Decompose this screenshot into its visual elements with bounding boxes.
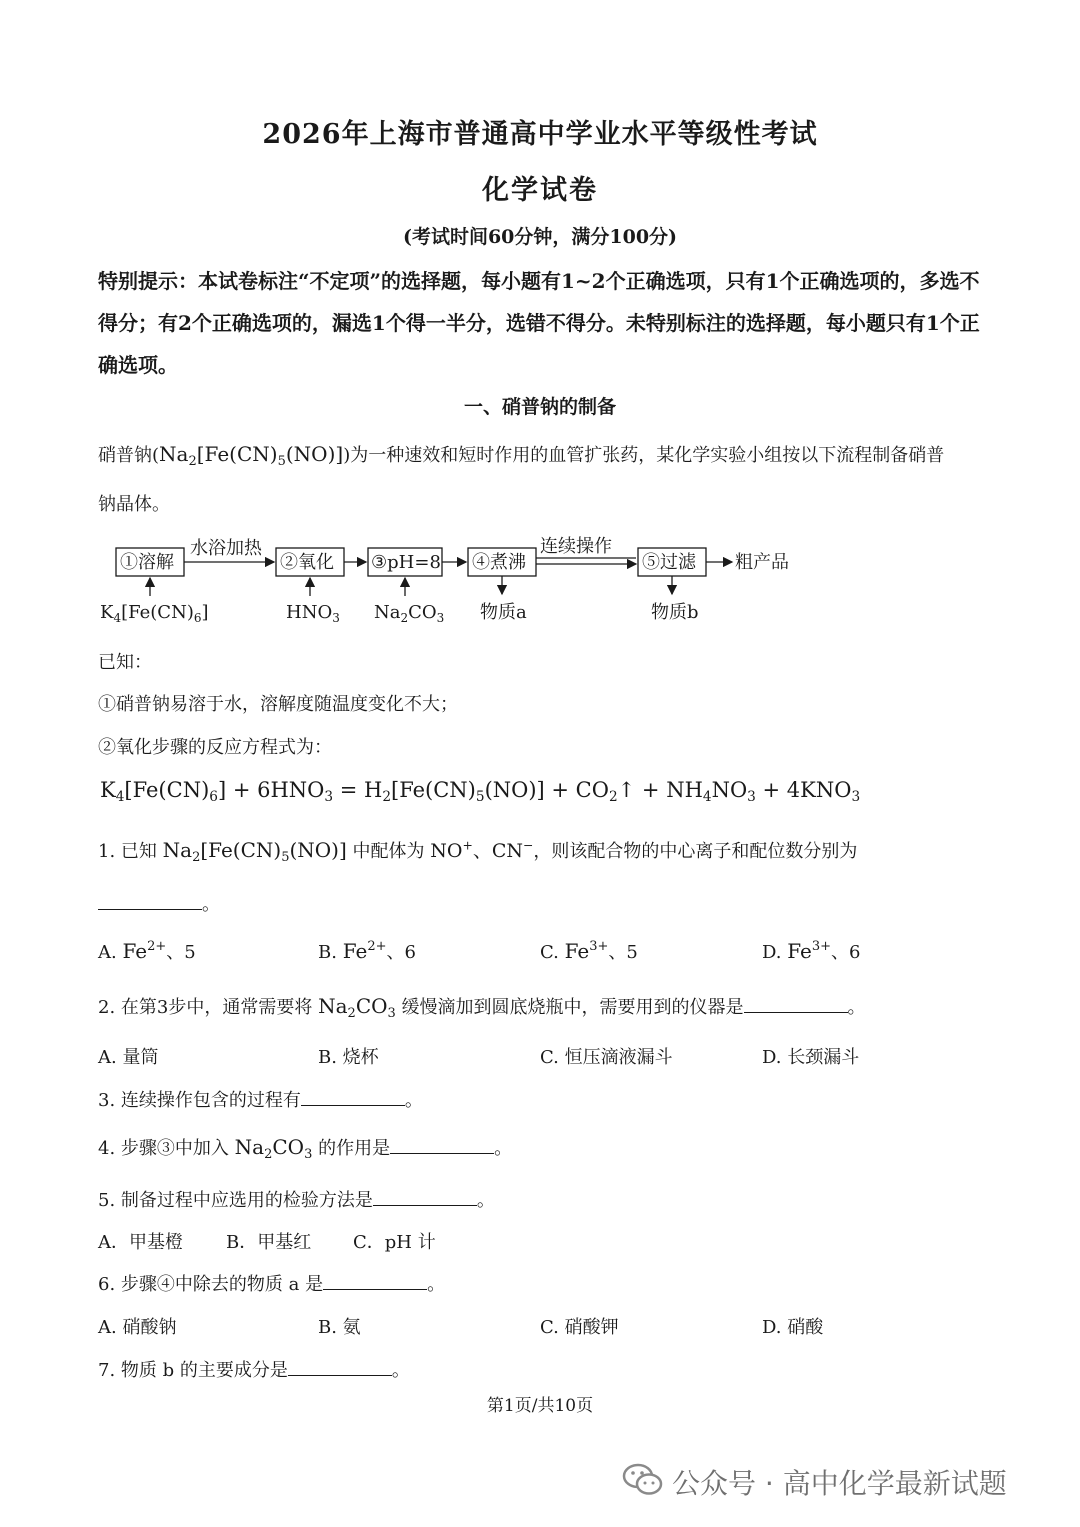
arrow-label-water-bath: 水浴加热 <box>190 538 262 559</box>
q6-blank[interactable] <box>323 1273 427 1290</box>
q7-end: 。 <box>391 1360 410 1381</box>
box-label-1: ①溶解 <box>120 552 174 573</box>
q2-option-c[interactable]: C. 恒压滴液漏斗 <box>540 1047 673 1068</box>
q5-text: 5. 制备过程中应选用的检验方法是 <box>98 1190 373 1211</box>
output-substance-b: 物质b <box>651 602 699 623</box>
q1-option-c-label: C. <box>540 942 559 963</box>
q1-text-b: 中配体为 <box>352 841 425 862</box>
box-label-2: ②氧化 <box>280 552 334 573</box>
q3-end: 。 <box>404 1090 423 1111</box>
q1-ligands: NO+、CN− <box>430 838 534 862</box>
page-number: 第1页/共10页 <box>486 1396 594 1416</box>
box-label-4: ④煮沸 <box>472 552 526 573</box>
q4-text-b: 的作用是 <box>318 1138 391 1159</box>
special-notice: 特别提示：本试卷标注“不定项”的选择题，每小题有1~2个正确选项，只有1个正确选项的，多选不得分；有2个正确选项的，漏选1个得一半分，选错不得分。未特别标注的选择题，每小题只有1个正确选项。 <box>98 269 980 377</box>
q2-blank[interactable] <box>744 996 848 1013</box>
question-4 <box>98 1134 512 1162</box>
q6-text: 6. 步骤④中除去的物质 a 是 <box>98 1274 324 1295</box>
q1-formula: $Na_2[Fe(CN)_5(NO)]$ <box>162 838 347 865</box>
q5-option-a[interactable]: A．甲基橙 <box>98 1232 183 1253</box>
q1-text-c: ，则该配合物的中心离子和配位数分别为 <box>533 841 858 862</box>
q3-blank[interactable] <box>301 1089 405 1106</box>
question-1 <box>98 836 857 865</box>
q2-option-d[interactable]: D. 长颈漏斗 <box>762 1047 860 1068</box>
watermark-text: 公众号 · 高中化学最新试题 <box>672 1467 1007 1500</box>
input-k4fecn6: $K_4[Fe(CN)_6]$ <box>100 602 209 625</box>
q6-option-a[interactable]: A. 硝酸钠 <box>98 1317 177 1338</box>
input-na2co3: $Na_2CO_3$ <box>374 602 445 625</box>
q6-option-c[interactable]: C. 硝酸钾 <box>540 1317 619 1338</box>
known-item-2: ②氧化步骤的反应方程式为： <box>98 737 332 758</box>
formula-sodium-nitroprusside: $Na_2[Fe(CN)_5(NO)]$ <box>159 442 344 469</box>
wechat-icon <box>622 1462 664 1502</box>
q1-option-b[interactable]: B. $Fe^{2+}$、6 <box>318 939 416 963</box>
known-heading: 已知： <box>98 652 152 673</box>
section-title: 一、硝普钠的制备 <box>463 396 616 418</box>
q4-blank[interactable] <box>390 1137 494 1154</box>
intro-text-b: )为一种速效和短时作用的血管扩张药，某化学实验小组按以下流程制备硝普 <box>343 445 945 466</box>
q7-text: 7. 物质 b 的主要成分是 <box>98 1360 288 1381</box>
question-3 <box>98 1086 423 1112</box>
intro-line-1 <box>98 441 944 469</box>
q6-option-d[interactable]: D. 硝酸 <box>762 1317 824 1338</box>
arrow-label-continuous: 连续操作 <box>540 536 612 557</box>
q1-option-b-value: $Fe^{2+}$ <box>342 939 387 963</box>
q1-option-c[interactable]: C. $Fe^{3+}$、5 <box>540 939 638 963</box>
output-substance-a: 物质a <box>480 602 527 623</box>
q5-end: 。 <box>476 1190 495 1211</box>
question-5 <box>98 1186 495 1212</box>
q2-text-b: 缓慢滴加到圆底烧瓶中，需要用到的仪器是 <box>401 997 744 1018</box>
q4-text-a: 4. 步骤③中加入 <box>98 1138 229 1159</box>
q7-blank[interactable] <box>288 1359 392 1376</box>
question-7 <box>98 1356 410 1382</box>
exam-subtitle: 化学试卷 <box>482 175 598 206</box>
q1-end: 。 <box>202 894 220 915</box>
q5-option-c[interactable]: C．pH 计 <box>353 1232 436 1253</box>
intro-text-a: 硝普钠( <box>98 445 160 466</box>
q4-end: 。 <box>494 1138 513 1159</box>
q1-blank[interactable] <box>98 893 202 910</box>
q1-option-d-value: $Fe^{3+}$ <box>787 939 832 963</box>
q1-option-d-label: D. <box>762 942 782 963</box>
q6-end: 。 <box>427 1274 446 1295</box>
reaction-equation: $K_4[Fe(CN)_6] + 6HNO_3 = H_2[Fe(CN)_5(NO)]$ + $CO_2↑ + NH_4NO_3 + 4KNO_3$ <box>100 778 861 806</box>
input-hno3: $HNO_3$ <box>286 602 340 625</box>
known-item-1: ①硝普钠易溶于水，溶解度随温度变化不大； <box>98 694 458 715</box>
q1-option-d[interactable]: D. $Fe^{3+}$、6 <box>762 939 861 963</box>
box-label-5: ⑤过滤 <box>642 552 696 573</box>
flowchart-svg <box>98 530 818 630</box>
intro-line-2: 钠晶体。 <box>98 494 170 515</box>
process-flowchart <box>98 530 818 634</box>
q2-end: 。 <box>847 997 866 1018</box>
q5-option-b[interactable]: B．甲基红 <box>226 1232 312 1253</box>
q1-option-c-value: $Fe^{3+}$ <box>564 939 609 963</box>
q5-blank[interactable] <box>373 1189 477 1206</box>
product-label: 粗产品 <box>735 552 789 573</box>
exam-title: 2026年上海市普通高中学业水平等级性考试 <box>262 119 818 150</box>
q6-option-b[interactable]: B. 氨 <box>318 1317 361 1338</box>
q1-option-a[interactable]: A. $Fe^{2+}$、5 <box>98 939 196 963</box>
q1-option-b-label: B. <box>318 942 337 963</box>
q2-text-a: 2. 在第3步中，通常需要将 <box>98 997 313 1018</box>
exam-info: (考试时间60分钟，满分100分) <box>402 226 678 248</box>
q4-formula: $Na_2CO_3$ <box>234 1135 313 1162</box>
q1-option-a-value: $Fe^{2+}$ <box>122 939 167 963</box>
q1-text-a: 1. 已知 <box>98 841 157 862</box>
q1-option-a-label: A. <box>98 942 117 963</box>
question-2 <box>98 993 866 1021</box>
q1-answer-line <box>98 890 220 916</box>
question-6 <box>98 1270 445 1296</box>
q3-text: 3. 连续操作包含的过程有 <box>98 1090 301 1111</box>
q2-formula: $Na_2CO_3$ <box>318 994 396 1021</box>
box-label-3: ③pH=8 <box>371 552 441 573</box>
q2-option-b[interactable]: B. 烧杯 <box>318 1047 379 1068</box>
q2-option-a[interactable]: A. 量筒 <box>98 1047 159 1068</box>
